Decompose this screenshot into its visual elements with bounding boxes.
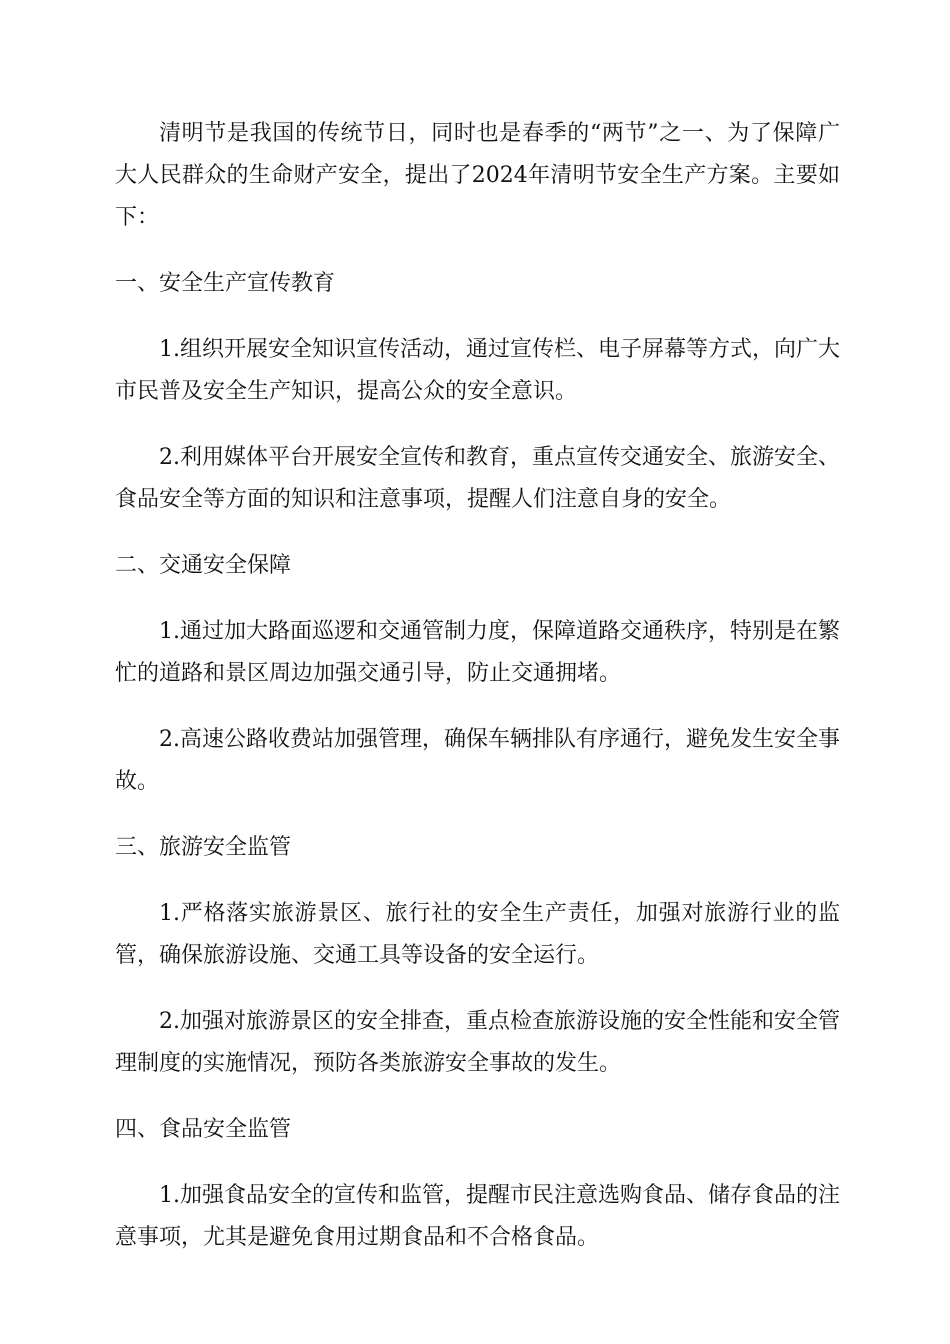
section-2-item-2: 2.高速公路收费站加强管理，确保车辆排队有序通行，避免发生安全事故。	[115, 727, 840, 794]
section-4-item-1: 1.加强食品安全的宣传和监管，提醒市民注意选购食品、储存食品的注意事项，尤其是避免食用过期食品和不合格食品。	[115, 1183, 840, 1250]
section-3-item-1: 1.严格落实旅游景区、旅行社的安全生产责任，加强对旅游行业的监管，确保旅游设施、交通工具等设备的安全运行。	[115, 901, 840, 968]
section-3-item-2: 2.加强对旅游景区的安全排查，重点检查旅游设施的安全性能和安全管理制度的实施情况，预防各类旅游安全事故的发生。	[115, 1009, 840, 1076]
section-1-item-1: 1.组织开展安全知识宣传活动，通过宣传栏、电子屏幕等方式，向广大市民普及安全生产知识，提高公众的安全意识。	[115, 337, 840, 404]
section-2-item-1: 1.通过加大路面巡逻和交通管制力度，保障道路交通秩序，特别是在繁忙的道路和景区周边加强交通引导，防止交通拥堵。	[115, 619, 840, 686]
section-1-item-2: 2.利用媒体平台开展安全宣传和教育，重点宣传交通安全、旅游安全、食品安全等方面的知识和注意事项，提醒人们注意自身的安全。	[115, 445, 840, 512]
section-heading-3: 三、旅游安全监管	[115, 835, 292, 860]
section-heading-1: 一、安全生产宣传教育	[115, 271, 336, 296]
section-heading-2: 二、交通安全保障	[115, 553, 292, 578]
intro-paragraph: 清明节是我国的传统节日，同时也是春季的“两节”之一、为了保障广大人民群众的生命财产安全，提出了2024年清明节安全生产方案。主要如下：	[115, 121, 840, 230]
document-page	[115, 113, 840, 1283]
section-heading-4: 四、食品安全监管	[115, 1117, 292, 1142]
